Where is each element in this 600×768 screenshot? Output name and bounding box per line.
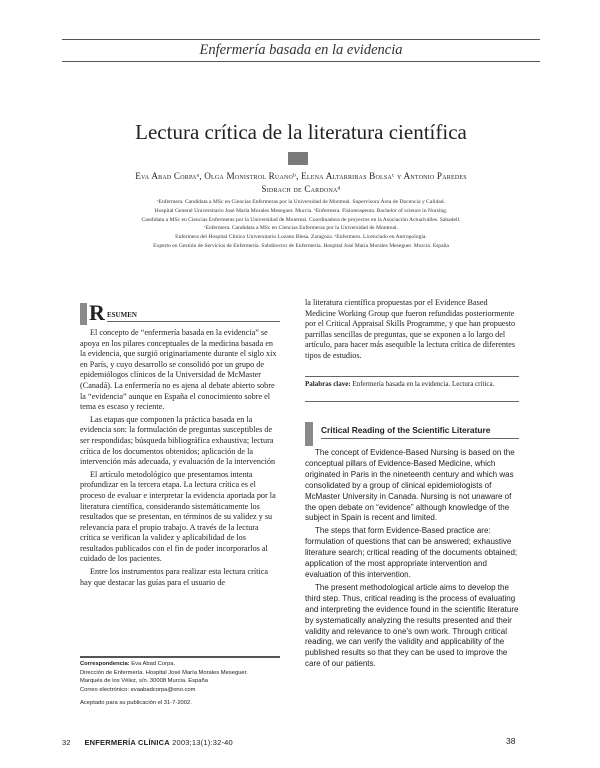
resumen-rule (107, 321, 280, 322)
authors-line-1: Eva Abad Corpaᵃ, Olga Monistrol Ruanoᵇ, Elena Altarribas Bolsaᶜ y Antonio Paredes (135, 171, 467, 181)
english-paragraph: The steps that form Evidence-Based practice are: formulation of questions that can be answered; exhaustive literature search; critical reading of the documents obtained; application of the most appropriate intervention and evaluation of this intervention. (305, 526, 518, 579)
correspondence-line: Marqués de los Vélez, s/n. 30008 Murcia. España (80, 678, 208, 685)
affiliations (62, 198, 540, 251)
keywords-rule-bottom (305, 401, 519, 402)
authors-line-2: Sidrach de Cardonaᵈ (261, 184, 341, 194)
authors (70, 170, 532, 196)
keywords-label: Palabras clave: (305, 380, 351, 388)
keywords (305, 380, 519, 389)
resumen-heading (80, 300, 280, 325)
journal-section-header: Enfermería basada en la evidencia (199, 42, 403, 58)
correspondence-line: Dirección de Enfermería. Hospital José María Morales Meseguer. (80, 669, 248, 676)
resumen-initial: R (89, 300, 105, 325)
header-rule-bottom (62, 61, 540, 62)
footer-citation: 2003;13(1):32-40 (172, 738, 233, 747)
resumen-word: esumen (107, 309, 137, 320)
page-number-right: 38 (506, 736, 516, 746)
resumen-paragraph: Las etapas que componen la práctica basada en la evidencia son: la formulación de preguntas susceptibles de ser respondidas; búsqueda bibliográfica exhaustiva; lectura crítica de los documentos obtenidos; aplicación de la intervención más adecuada, y evaluación de la intervención (80, 414, 276, 467)
resumen-paragraph: El concepto de “enfermería basada en la evidencia” se apoya en los pilares conceptuales de la medicina basada en la evidencia, que surgió originariamente durante el siglo xix en París, y cuyo desarrollo se consolidó por un grupo de epidemiólogos clínicos de la Universidad de McMaster (Canadá). La enfermería no es ajena al debate abierto sobre la “evidencia” aunque en España el conocimiento sobre el tema es escaso y reciente. (80, 328, 277, 412)
footer-left (62, 738, 233, 747)
english-heading (305, 420, 519, 444)
keywords-text: Enfermería basada en la evidencia. Lectura crítica. (352, 380, 495, 388)
footer-journal: ENFERMERÍA CLÍNICA (84, 738, 170, 747)
affiliation-line: Enfermera del Hospital Clínico Universitario Lozano Blesa. Zaragoza. ᵈEnfermero. Licenciado en Antropología. (175, 234, 427, 241)
resumen-body (80, 328, 280, 590)
affiliation-line: Hospital General Universitario José María Morales Meseguer. Murcia. ᵇEnfermera. Fisioterapeuta. Bachelor of science in Nursing. (154, 207, 448, 214)
english-title: Critical Reading of the Scientific Literature (321, 425, 491, 435)
correspondence-email: Correo electrónico: evaabadcorpa@ono.com (80, 686, 196, 693)
resumen-continuation-block (305, 298, 519, 364)
resumen-paragraph: Entre los instrumentos para realizar esta lectura crítica hay que destacar las guías para el usuario de (80, 567, 268, 587)
page-number-left: 32 (62, 738, 71, 747)
english-paragraph: The concept of Evidence-Based Nursing is based on the conceptual pillars of Evidence-Based Medicine, which originated in Paris in the nineteenth century and which was consolidated by a group of clinical epidemiologists of McMaster University in Canada. Nursing is not unaware of the open debate on “evidence” although knowledge of the subject in Spain is recent and limited. (305, 448, 515, 523)
accepted-date: Aceptado para su publicación el 31-7-2002. (80, 700, 192, 706)
english-bar (305, 422, 313, 446)
affiliation-line: ᵃEnfermera. Candidata a MSc en Ciencias Enfermeras por la Universidad de Montreal. Supervisora Área de Docencia y Calidad. (157, 199, 445, 205)
keywords-rule-top (305, 376, 519, 377)
english-rule (321, 438, 519, 439)
resumen-paragraph: El artículo metodológico que presentamos intenta profundizar en la tercera etapa. La lectura crítica es el proceso de evaluar e interpretar la evidencia aportada por la literatura científica, considerando sistemáticamente los resultados que se presentan, en términos de su validez y su relevancia para el propio trabajo. A través de la lectura crítica se verifican la validez y aplicabilidad de los resultados publicados con el fin de poder incorporarlos al cuidado de los pacientes. (80, 469, 276, 564)
correspondence-rule (80, 656, 280, 658)
affiliation-line: Candidata a MSc en Ciencias Enfermeras por la Universidad de Montreal. Coordinadora de proyectos en la Asociación Actualválles. Sabadell. (141, 216, 461, 223)
title-decoration-box (288, 152, 308, 165)
english-paragraph: The present methodological article aims to develop the third step. Thus, critical reading is the process of evaluating and interpreting the evidence found in the scientific literature by systematically analyzing the results presented and their validity and relevance to one’s own work. Through critical reading, we can verify the validity and applicability of the published results so that they can be used to improve the care of our patients. (305, 582, 519, 669)
header-rule-top (62, 39, 540, 40)
correspondence-label: Correspondencia: (80, 661, 130, 667)
affiliation-line: Experto en Gestión de Servicios de Enfermería. Subdirector de Enfermería. Hospital José María Morales Meseguer. Murcia. España (153, 242, 449, 249)
correspondence-name: Eva Abad Corpa. (131, 661, 176, 667)
resumen-bar (80, 303, 87, 325)
article-title: Lectura crítica de la literatura científica (135, 120, 467, 144)
resumen-continuation: la literatura científica propuestas por el Evidence Based Medicine Working Group que fueron refundidas posteriormente por el Critical Appraisal Skills Programme, y que han propuesto parrillas sencillas de preguntas, que se exponen a lo largo del artículo, para hacer más asequible la lectura crítica de diferentes tipos de estudios. (305, 298, 516, 360)
english-body (305, 448, 519, 672)
affiliation-line: ᶜEnfermera. Candidata a MSc en Ciencias Enfermeras por la Universidad de Montreal. (204, 225, 398, 232)
correspondence (80, 660, 280, 694)
